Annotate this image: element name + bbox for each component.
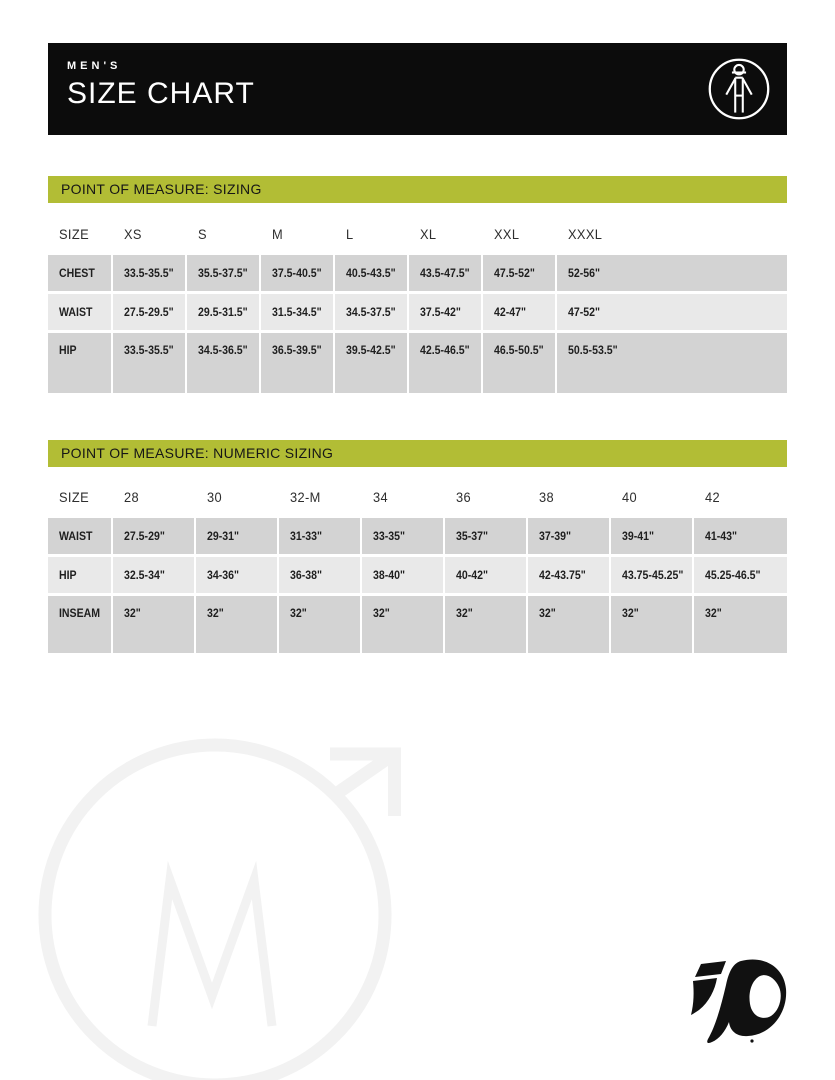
table-cell: 42-43.75"	[528, 557, 609, 593]
row-label: HIP	[48, 557, 111, 593]
table-cell: 27.5-29.5"	[113, 294, 185, 330]
table-cell: 33.5-35.5"	[113, 255, 185, 291]
watermark-letter: M	[148, 846, 276, 1069]
column-header: 40	[611, 479, 692, 515]
table-cell: 50.5-53.5"	[557, 333, 787, 393]
numeric-sizing-table	[48, 479, 787, 653]
table-cell: 33-35"	[362, 518, 443, 554]
column-header: 36	[445, 479, 526, 515]
table-cell: 32"	[528, 596, 609, 653]
column-header: S	[187, 216, 259, 252]
table-cell: 43.75-45.25"	[611, 557, 692, 593]
table-cell: 32"	[113, 596, 194, 653]
table-cell: 32"	[694, 596, 787, 653]
row-label: INSEAM	[48, 596, 111, 653]
row-label: CHEST	[48, 255, 111, 291]
column-header: L	[335, 216, 407, 252]
column-header: 28	[113, 479, 194, 515]
table-cell: 35.5-37.5"	[187, 255, 259, 291]
male-symbol-icon	[15, 733, 410, 1080]
table-cell: 34.5-37.5"	[335, 294, 407, 330]
table-cell: 40.5-43.5"	[335, 255, 407, 291]
table-cell: 47-52"	[557, 294, 787, 330]
column-header: SIZE	[48, 479, 111, 515]
row-label: WAIST	[48, 518, 111, 554]
table-cell: 32"	[445, 596, 526, 653]
table-cell: 32"	[279, 596, 360, 653]
column-header: XL	[409, 216, 481, 252]
table-cell: 37.5-40.5"	[261, 255, 333, 291]
table-cell: 32"	[362, 596, 443, 653]
pearl-izumi-p-logo	[688, 958, 792, 1048]
row-label: WAIST	[48, 294, 111, 330]
column-header: 34	[362, 479, 443, 515]
table-cell: 38-40"	[362, 557, 443, 593]
table-cell: 37.5-42"	[409, 294, 481, 330]
column-header: XS	[113, 216, 185, 252]
table-cell: 46.5-50.5"	[483, 333, 555, 393]
table-cell: 33.5-35.5"	[113, 333, 185, 393]
table-cell: 35-37"	[445, 518, 526, 554]
table-cell: 36-38"	[279, 557, 360, 593]
table-cell: 39.5-42.5"	[335, 333, 407, 393]
sizing-table	[48, 216, 787, 393]
table-cell: 29-31"	[196, 518, 277, 554]
row-label: HIP	[48, 333, 111, 393]
table-cell: 39-41"	[611, 518, 692, 554]
table-cell: 42.5-46.5"	[409, 333, 481, 393]
table-cell: 31.5-34.5"	[261, 294, 333, 330]
table-cell: 52-56"	[557, 255, 787, 291]
table-cell: 29.5-31.5"	[187, 294, 259, 330]
column-header: M	[261, 216, 333, 252]
column-header: XXXL	[557, 216, 787, 252]
table-cell: 32"	[196, 596, 277, 653]
header-eyebrow: MEN'S	[67, 60, 122, 72]
column-header: 30	[196, 479, 277, 515]
table-cell: 47.5-52"	[483, 255, 555, 291]
table-cell: 37-39"	[528, 518, 609, 554]
table-cell: 40-42"	[445, 557, 526, 593]
page-header	[48, 43, 787, 135]
column-header: SIZE	[48, 216, 111, 252]
column-header: XXL	[483, 216, 555, 252]
table-cell: 36.5-39.5"	[261, 333, 333, 393]
sizing-section-title: POINT OF MEASURE: SIZING	[48, 176, 787, 203]
table-cell: 34-36"	[196, 557, 277, 593]
table-cell: 31-33"	[279, 518, 360, 554]
column-header: 32-M	[279, 479, 360, 515]
numeric-section-title: POINT OF MEASURE: NUMERIC SIZING	[48, 440, 787, 467]
table-cell: 43.5-47.5"	[409, 255, 481, 291]
table-cell: 45.25-46.5"	[694, 557, 787, 593]
column-header: 38	[528, 479, 609, 515]
table-cell: 27.5-29"	[113, 518, 194, 554]
table-cell: 42-47"	[483, 294, 555, 330]
page-title: SIZE CHART	[67, 77, 255, 110]
table-cell: 32"	[611, 596, 692, 653]
table-cell: 34.5-36.5"	[187, 333, 259, 393]
table-cell: 41-43"	[694, 518, 787, 554]
table-cell: 32.5-34"	[113, 557, 194, 593]
column-header: 42	[694, 479, 787, 515]
person-fit-icon	[706, 56, 772, 122]
